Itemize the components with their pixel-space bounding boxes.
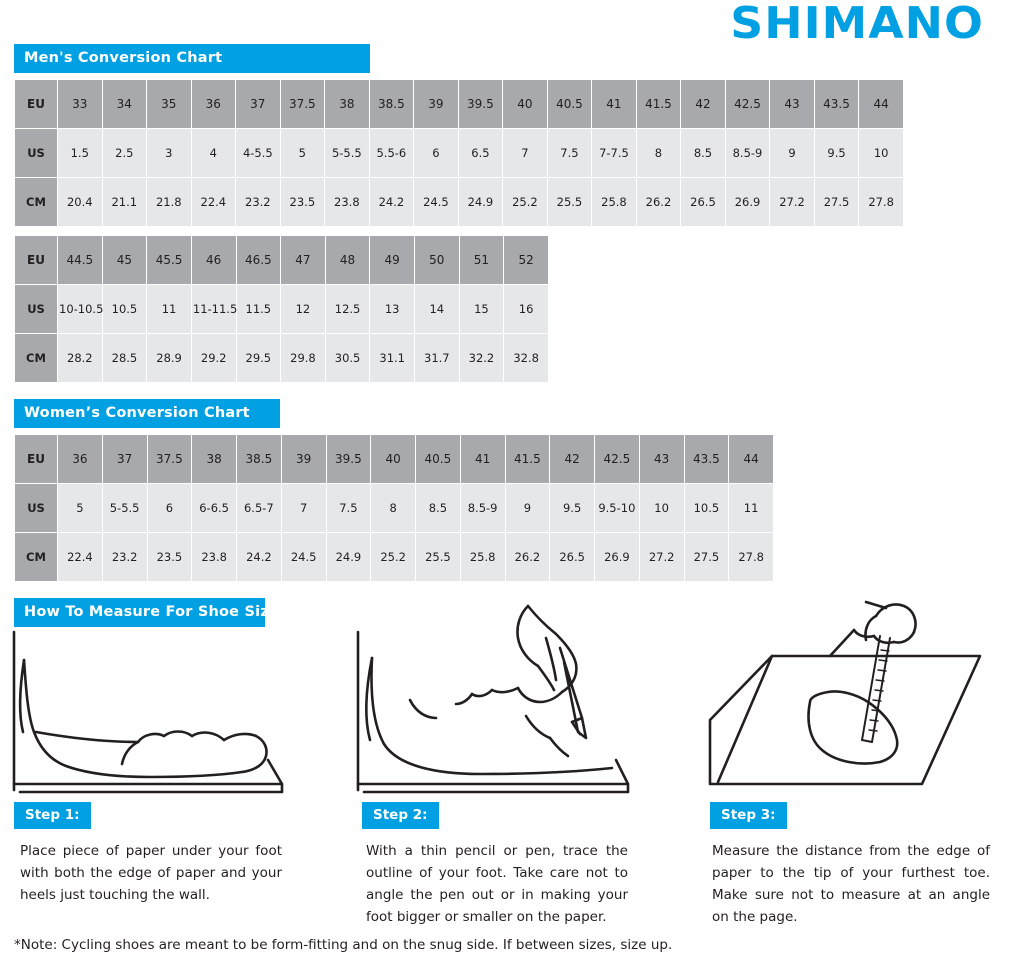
cell-cm-13: 27.2 <box>639 533 684 582</box>
footnote: *Note: Cycling shoes are meant to be form-fitting and on the snug side. If between sizes, size up. <box>14 937 673 953</box>
cell-us-9: 6.5 <box>458 129 503 178</box>
cell-eu-9: 51 <box>459 236 504 285</box>
cell-eu-7: 49 <box>370 236 415 285</box>
cell-eu-8: 39 <box>414 80 459 129</box>
cell-eu-15: 42.5 <box>725 80 770 129</box>
cell-cm-6: 30.5 <box>325 334 370 383</box>
cell-eu-0: 44.5 <box>58 236 103 285</box>
row-label-cm: CM <box>15 334 58 383</box>
cell-cm-4: 29.5 <box>236 334 281 383</box>
cell-us-3: 4 <box>191 129 236 178</box>
cell-cm-7: 24.2 <box>369 178 414 227</box>
cell-cm-5: 24.5 <box>281 533 326 582</box>
cell-eu-10: 52 <box>504 236 549 285</box>
cell-us-8: 6 <box>414 129 459 178</box>
cell-us-10: 16 <box>504 285 549 334</box>
tracing-foot-illustration <box>350 600 640 795</box>
table-row <box>15 484 774 533</box>
cell-eu-13: 43 <box>639 435 684 484</box>
cell-us-2: 11 <box>147 285 192 334</box>
cell-cm-13: 26.2 <box>636 178 681 227</box>
cell-us-10: 9 <box>505 484 550 533</box>
table-row <box>15 533 774 582</box>
cell-us-2: 3 <box>147 129 192 178</box>
cell-us-13: 10 <box>639 484 684 533</box>
cell-cm-2: 23.5 <box>147 533 192 582</box>
cell-eu-1: 37 <box>102 435 147 484</box>
cell-cm-10: 26.2 <box>505 533 550 582</box>
cell-eu-12: 42.5 <box>595 435 640 484</box>
cell-cm-0: 28.2 <box>58 334 103 383</box>
row-label-eu: EU <box>15 80 58 129</box>
cell-cm-1: 28.5 <box>102 334 147 383</box>
cell-us-12: 9.5-10 <box>595 484 640 533</box>
cell-eu-1: 45 <box>102 236 147 285</box>
cell-cm-8: 25.5 <box>416 533 461 582</box>
cell-eu-13: 41.5 <box>636 80 681 129</box>
cell-cm-7: 31.1 <box>370 334 415 383</box>
cell-eu-14: 43.5 <box>684 435 729 484</box>
cell-cm-6: 24.9 <box>326 533 371 582</box>
cell-eu-2: 35 <box>147 80 192 129</box>
mens-conversion-chart-title: Men's Conversion Chart <box>14 44 370 73</box>
cell-eu-9: 41 <box>460 435 505 484</box>
cell-eu-4: 46.5 <box>236 236 281 285</box>
cell-cm-18: 27.8 <box>859 178 904 227</box>
row-label-us: US <box>15 129 58 178</box>
cell-cm-3: 29.2 <box>191 334 236 383</box>
cell-eu-17: 43.5 <box>814 80 859 129</box>
cell-cm-5: 23.5 <box>280 178 325 227</box>
cell-us-18: 10 <box>859 129 904 178</box>
cell-us-5: 5 <box>280 129 325 178</box>
cell-cm-6: 23.8 <box>325 178 370 227</box>
cell-eu-3: 38 <box>192 435 237 484</box>
cell-us-9: 8.5-9 <box>460 484 505 533</box>
cell-us-12: 7-7.5 <box>592 129 637 178</box>
cell-us-8: 8.5 <box>416 484 461 533</box>
cell-cm-7: 25.2 <box>371 533 416 582</box>
cell-us-13: 8 <box>636 129 681 178</box>
cell-eu-6: 39.5 <box>326 435 371 484</box>
row-label-us: US <box>15 285 58 334</box>
cell-eu-15: 44 <box>729 435 774 484</box>
cell-cm-9: 25.8 <box>460 533 505 582</box>
cell-us-1: 10.5 <box>102 285 147 334</box>
cell-cm-10: 32.8 <box>504 334 549 383</box>
cell-cm-8: 31.7 <box>415 334 460 383</box>
cell-eu-16: 43 <box>770 80 815 129</box>
step-3-tag: Step 3: <box>710 802 787 829</box>
cell-us-6: 5-5.5 <box>325 129 370 178</box>
cell-cm-14: 26.5 <box>681 178 726 227</box>
cell-cm-12: 25.8 <box>592 178 637 227</box>
cell-us-4: 11.5 <box>236 285 281 334</box>
row-label-eu: EU <box>15 435 58 484</box>
cell-us-6: 7.5 <box>326 484 371 533</box>
cell-cm-4: 24.2 <box>237 533 282 582</box>
cell-us-0: 5 <box>58 484 103 533</box>
step-3-text: Measure the distance from the edge of paper to the tip of your furthest toe. Make sure not to measure at an angle on the page. <box>712 843 990 925</box>
table-row <box>15 236 549 285</box>
cell-us-5: 12 <box>281 285 326 334</box>
cell-eu-0: 33 <box>58 80 103 129</box>
row-label-eu: EU <box>15 236 58 285</box>
cell-us-15: 8.5-9 <box>725 129 770 178</box>
cell-cm-11: 25.5 <box>547 178 592 227</box>
how-to-measure-title: How To Measure For Shoe Size <box>14 598 265 627</box>
table-row <box>15 334 549 383</box>
cell-eu-2: 37.5 <box>147 435 192 484</box>
cell-cm-9: 24.9 <box>458 178 503 227</box>
step-2-tag: Step 2: <box>362 802 439 829</box>
cell-cm-15: 26.9 <box>725 178 770 227</box>
cell-cm-8: 24.5 <box>414 178 459 227</box>
table-row <box>15 435 774 484</box>
cell-us-9: 15 <box>459 285 504 334</box>
table-row <box>15 178 904 227</box>
cell-eu-6: 48 <box>325 236 370 285</box>
cell-cm-9: 32.2 <box>459 334 504 383</box>
measuring-tape-illustration <box>690 598 990 798</box>
cell-eu-10: 40 <box>503 80 548 129</box>
womens-conversion-chart-title: Women’s Conversion Chart <box>14 399 280 428</box>
cell-cm-0: 20.4 <box>58 178 103 227</box>
cell-us-15: 11 <box>729 484 774 533</box>
cell-eu-7: 38.5 <box>369 80 414 129</box>
cell-cm-16: 27.2 <box>770 178 815 227</box>
cell-cm-1: 23.2 <box>102 533 147 582</box>
step-1-tag: Step 1: <box>14 802 91 829</box>
womens-conversion-table <box>14 434 774 582</box>
cell-us-8: 14 <box>415 285 460 334</box>
cell-us-11: 7.5 <box>547 129 592 178</box>
cell-eu-4: 37 <box>236 80 281 129</box>
cell-eu-11: 42 <box>550 435 595 484</box>
table-row <box>15 285 549 334</box>
cell-eu-11: 40.5 <box>547 80 592 129</box>
table-row <box>15 80 904 129</box>
cell-cm-2: 28.9 <box>147 334 192 383</box>
cell-us-11: 9.5 <box>550 484 595 533</box>
cell-eu-5: 37.5 <box>280 80 325 129</box>
cell-cm-12: 26.9 <box>595 533 640 582</box>
cell-us-3: 6-6.5 <box>192 484 237 533</box>
row-label-cm: CM <box>15 178 58 227</box>
cell-eu-14: 42 <box>681 80 726 129</box>
row-label-cm: CM <box>15 533 58 582</box>
step-1-text: Place piece of paper under your foot with both the edge of paper and your heels just touching the wall. <box>20 843 282 903</box>
cell-us-7: 5.5-6 <box>369 129 414 178</box>
cell-us-14: 10.5 <box>684 484 729 533</box>
cell-us-0: 1.5 <box>58 129 103 178</box>
cell-us-7: 8 <box>371 484 416 533</box>
cell-cm-10: 25.2 <box>503 178 548 227</box>
cell-us-4: 6.5-7 <box>237 484 282 533</box>
cell-eu-6: 38 <box>325 80 370 129</box>
shimano-logo: SHIMANO <box>730 0 984 49</box>
foot-on-paper-illustration <box>10 620 310 795</box>
cell-eu-10: 41.5 <box>505 435 550 484</box>
cell-cm-4: 23.2 <box>236 178 281 227</box>
cell-us-14: 8.5 <box>681 129 726 178</box>
cell-us-1: 5-5.5 <box>102 484 147 533</box>
cell-us-1: 2.5 <box>102 129 147 178</box>
cell-eu-5: 39 <box>281 435 326 484</box>
cell-eu-3: 46 <box>191 236 236 285</box>
row-label-us: US <box>15 484 58 533</box>
cell-cm-11: 26.5 <box>550 533 595 582</box>
cell-eu-7: 40 <box>371 435 416 484</box>
cell-eu-8: 40.5 <box>416 435 461 484</box>
step-2-text: With a thin pencil or pen, trace the outline of your foot. Take care not to angle the pen out or in making your foot bigger or smaller on the paper. <box>366 843 628 925</box>
cell-us-0: 10-10.5 <box>58 285 103 334</box>
cell-cm-3: 22.4 <box>191 178 236 227</box>
table-row <box>15 129 904 178</box>
cell-us-6: 12.5 <box>325 285 370 334</box>
cell-cm-14: 27.5 <box>684 533 729 582</box>
cell-us-10: 7 <box>503 129 548 178</box>
cell-us-16: 9 <box>770 129 815 178</box>
cell-cm-2: 21.8 <box>147 178 192 227</box>
cell-us-5: 7 <box>281 484 326 533</box>
cell-eu-1: 34 <box>102 80 147 129</box>
cell-eu-3: 36 <box>191 80 236 129</box>
cell-us-4: 4-5.5 <box>236 129 281 178</box>
cell-cm-0: 22.4 <box>58 533 103 582</box>
mens-conversion-table-part2 <box>14 235 549 383</box>
cell-us-17: 9.5 <box>814 129 859 178</box>
cell-eu-9: 39.5 <box>458 80 503 129</box>
cell-cm-5: 29.8 <box>281 334 326 383</box>
cell-us-3: 11-11.5 <box>191 285 236 334</box>
cell-cm-3: 23.8 <box>192 533 237 582</box>
cell-cm-1: 21.1 <box>102 178 147 227</box>
cell-eu-4: 38.5 <box>237 435 282 484</box>
cell-cm-15: 27.8 <box>729 533 774 582</box>
cell-eu-2: 45.5 <box>147 236 192 285</box>
cell-eu-12: 41 <box>592 80 637 129</box>
cell-us-7: 13 <box>370 285 415 334</box>
cell-eu-0: 36 <box>58 435 103 484</box>
cell-us-2: 6 <box>147 484 192 533</box>
cell-eu-5: 47 <box>281 236 326 285</box>
cell-eu-18: 44 <box>859 80 904 129</box>
cell-cm-17: 27.5 <box>814 178 859 227</box>
cell-eu-8: 50 <box>415 236 460 285</box>
mens-conversion-table-part1 <box>14 79 904 227</box>
